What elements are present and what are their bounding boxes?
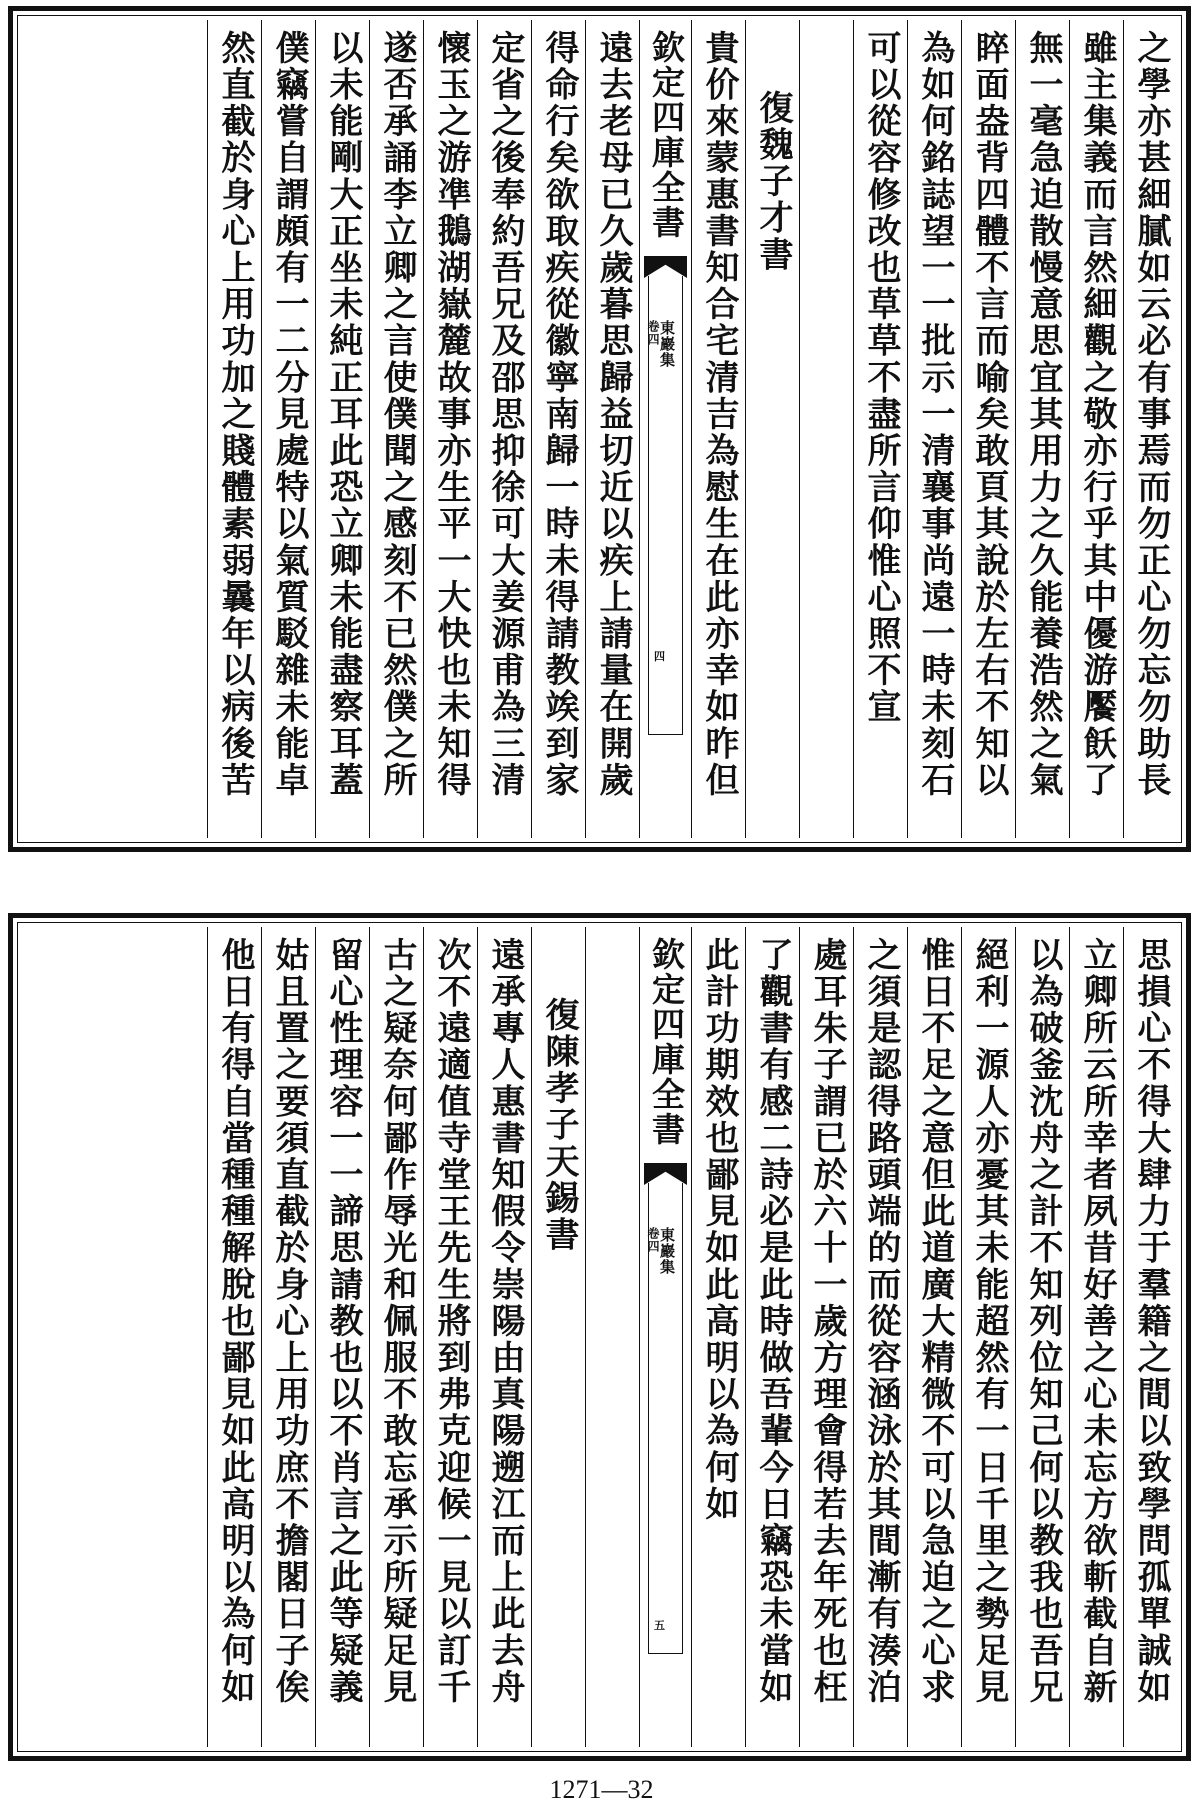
text-column: 遂否承誦李立卿之言使僕聞之感刻不已然僕之所 [369,20,423,838]
spine-collection-title: 東巖集 [658,320,676,368]
text-column: 次不遠適值寺堂王先生將到弗克迎候一見以訂千 [423,927,477,1747]
bottom-page-columns [22,927,1177,1747]
spine-folio: 四 [654,650,665,663]
text-column: 處耳朱子謂已於六十一歲方理會得若去年死也枉 [799,927,853,1747]
letter-title-column: 復魏子才書 [745,20,799,838]
text-column: 之須是認得路頭端的而從容涵泳於其間漸有湊泊 [853,927,907,1747]
text-column: 僕竊嘗自謂頗有一二分見處特以氣質駁雜未能卓 [261,20,315,838]
text-column: 睟面盎背四體不言而喻矣敢頁其說於左右不知以 [961,20,1015,838]
text-column: 留心性理容一一諦思請教也以不肖言之此等疑義 [315,927,369,1747]
text-column: 遠去老母已久歲暮思歸益切近以疾上請量在開歲 [585,20,639,838]
fishtail-mark [644,1163,687,1185]
text-column: 懷玉之游凖鵝湖嶽麓故事亦生平一大快也未知得 [423,20,477,838]
text-column: 以未能剛大正坐未純正耳此恐立卿未能盡察耳蓋 [315,20,369,838]
bottom-page [8,913,1191,1761]
text-column: 無一毫急迫散慢意思宜其用力之久能養浩然之氣 [1015,20,1069,838]
blank-column [585,927,639,1747]
text-column: 惟日不足之意但此道廣大精微不可以急迫之心求 [907,927,961,1747]
text-column: 此計功期效也鄙見如此高明以為何如 [691,927,745,1747]
text-column: 立卿所云所幸者夙昔好善之心未忘方欲斬截自新 [1069,927,1123,1747]
text-column: 得命行矣欲取疾從徽寧南歸一時未得請教竢到家 [531,20,585,838]
top-page-columns [22,20,1177,838]
text-column: 定省之後奉約吾兄及邵思抑徐可大姜源甫為三清 [477,20,531,838]
text-column: 以為破釜沈舟之計不知列位知己何以教我也吾兄 [1015,927,1069,1747]
spine-juan: 卷四 [646,320,660,346]
blank-column [799,20,853,838]
text-column: 為如何銘誌望一一批示一清襄事尚遠一時未刻石 [907,20,961,838]
text-column: 了觀書有感二詩必是此時做吾輩今日竊恐未當如 [745,927,799,1747]
text-column: 貴价來蒙惠書知合宅清吉為慰生在此亦幸如昨但 [691,20,745,838]
spine-book-title: 欽定四庫全書 [647,30,686,240]
text-column: 可以從容修改也草草不盡所言仰惟心照不宣 [853,20,907,838]
center-spine [639,927,691,1747]
text-column: 雖主集義而言然細觀之敬亦行乎其中優游饜飫了 [1069,20,1123,838]
text-column: 古之疑奈何鄙作辱光和佩服不敢忘承示所疑足見 [369,927,423,1747]
fishtail-mark [644,256,687,278]
text-column: 之學亦甚細膩如云必有事焉而勿正心勿忘勿助長 [1123,20,1177,838]
text-column: 遠承專人惠書知假令崇陽由真陽遡江而上此去舟 [477,927,531,1747]
text-column: 他日有得自當種種解脫也鄙見如此高明以為何如 [207,927,261,1747]
letter-title-column: 復陳孝子天錫書 [531,927,585,1747]
spine-collection-title: 東巖集 [658,1227,676,1275]
spine-book-title: 欽定四庫全書 [647,937,686,1147]
top-page [8,6,1191,852]
spine-juan: 卷四 [646,1227,660,1253]
text-column: 絕利一源人亦憂其未能超然有一日千里之勢足見 [961,927,1015,1747]
center-spine [639,20,691,838]
text-column: 然直截於身心上用功加之賤體素弱曩年以病後苦 [207,20,261,838]
spine-folio: 五 [654,1619,665,1632]
page-number-label: 1271—32 [549,1775,654,1804]
text-column: 思損心不得大肆力于羣籍之間以致學問孤單誠如 [1123,927,1177,1747]
text-column: 姑且置之要須直截於身心上用功庶不擔閣日子俟 [261,927,315,1747]
